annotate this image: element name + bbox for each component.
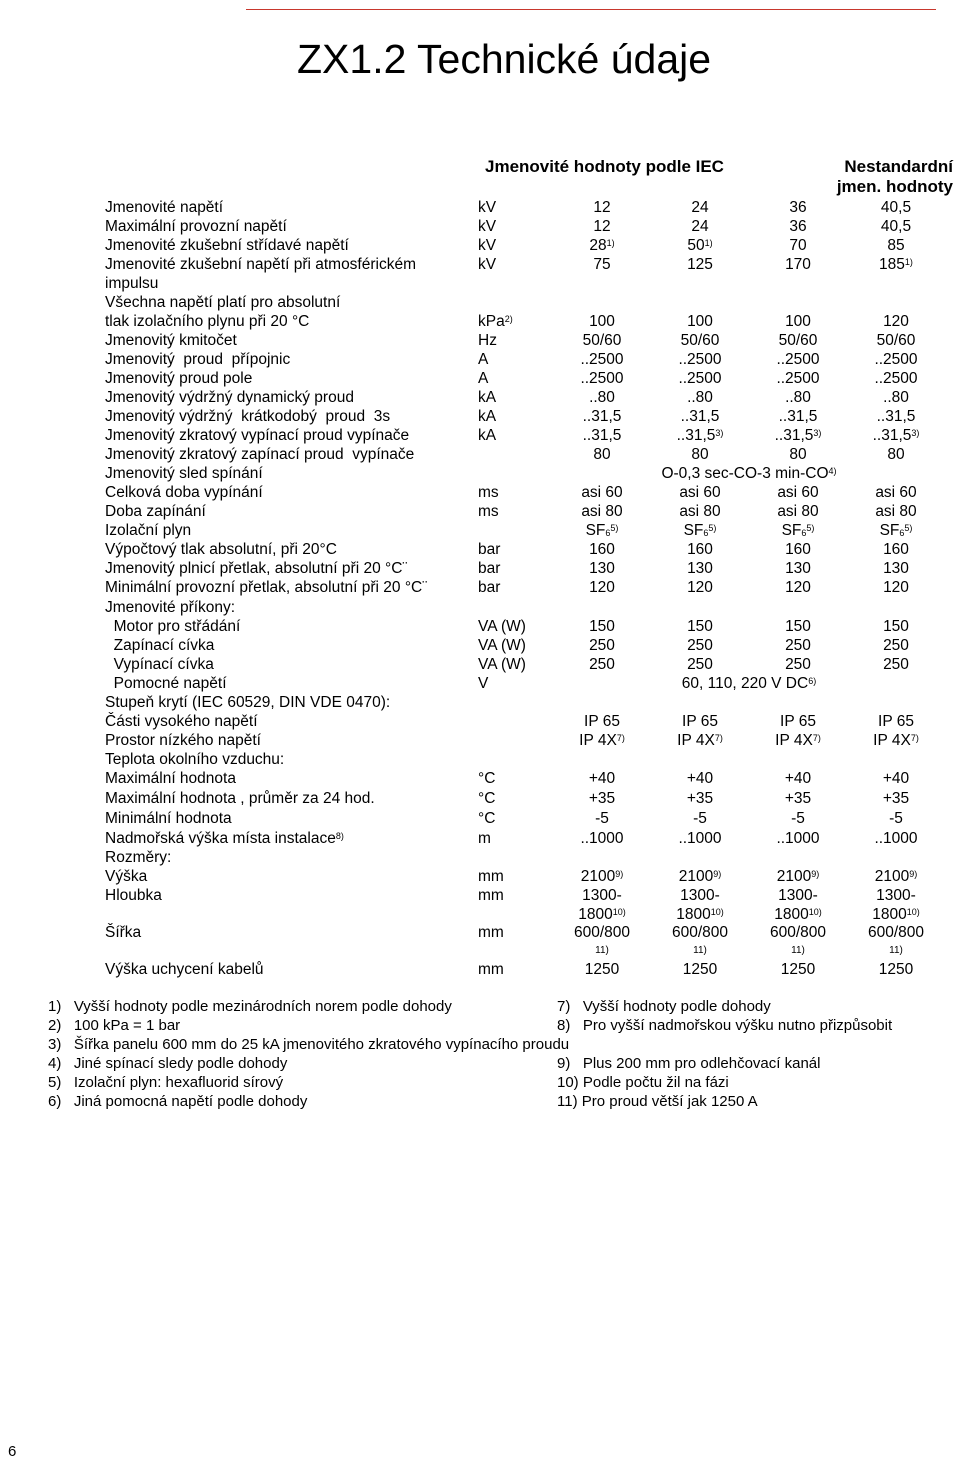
value-cell: ..31,5 <box>582 408 622 425</box>
value-cell: asi 80 <box>679 503 721 520</box>
footnote-ref: 5) <box>904 523 913 533</box>
row-unit: A <box>478 351 489 368</box>
value-cell: ..80 <box>883 389 909 406</box>
footnote-ref: 1) <box>606 238 615 248</box>
footnote-ref: 7) <box>812 733 821 743</box>
value-cell: ..1000 <box>776 830 820 847</box>
value-cell: 150 <box>589 618 615 635</box>
value-cell: asi 80 <box>875 503 917 520</box>
row-label: Jmenovitý plnicí přetlak, absolutní při 20 °C¨ <box>105 560 408 577</box>
value-cell: ..31,5 <box>582 427 622 444</box>
value-cell: 1300- <box>680 887 720 904</box>
value-cell: IP 65 <box>584 713 620 730</box>
row-label: Zapínací cívka <box>105 637 215 654</box>
value-cell: +40 <box>784 770 812 787</box>
footnote-ref: 9) <box>909 869 918 879</box>
value-cell: 1250 <box>878 961 914 978</box>
row-unit: kV <box>478 237 497 254</box>
value-cell: $SF_6^{5)}$ <box>781 522 815 539</box>
footnote-item: 1) Vyšší hodnoty podle mezinárodních norem podle dohody <box>48 998 452 1015</box>
row-label: Výpočtový tlak absolutní, při 20°C <box>105 541 337 558</box>
row-unit: m <box>478 830 491 847</box>
row-label-continued: impulsu <box>105 275 159 292</box>
value-cell: 160 <box>883 541 909 558</box>
footnote-ref: 3) <box>911 428 920 438</box>
footnote-ref: 9) <box>811 869 820 879</box>
row-label: Motor pro střádání <box>105 618 241 635</box>
row-label: Části vysokého napětí <box>105 713 258 730</box>
value-cell: 50/60 <box>680 332 720 349</box>
footnote-ref: 1) <box>904 257 913 267</box>
value-cell: 1250 <box>780 961 816 978</box>
value-cell: ..31,5$^{3)}$ <box>774 427 822 444</box>
row-label: Všechna napětí platí pro absolutní <box>105 294 341 311</box>
value-cell: +35 <box>784 790 812 807</box>
value-cell: 1300- <box>582 887 622 904</box>
value-cell: 12 <box>593 218 611 235</box>
row-label: Minimální hodnota <box>105 810 232 827</box>
value-cell: 1300- <box>876 887 916 904</box>
value-cell: 130 <box>785 560 811 577</box>
value-cell: 2100$^{9)}$ <box>678 868 722 885</box>
value-cell-continued: 1800$^{10)}$ <box>774 906 822 923</box>
value-cell: 80 <box>691 446 709 463</box>
row-label: Prostor nízkého napětí <box>105 732 261 749</box>
row-unit: kA <box>478 408 497 425</box>
value-cell: ..2500 <box>580 351 624 368</box>
footnote-item: 4) Jiné spínací sledy podle dohody <box>48 1055 288 1072</box>
value-cell: asi 60 <box>679 484 721 501</box>
row-label: Maximální provozní napětí <box>105 218 287 235</box>
row-label: Hloubka <box>105 887 162 904</box>
value-cell: 125 <box>687 256 713 273</box>
footnote-ref: 6) <box>808 676 817 686</box>
row-label: Izolační plyn <box>105 522 192 539</box>
row-unit: kV <box>478 256 497 273</box>
value-cell: 170 <box>785 256 811 273</box>
footnote-ref: 4) <box>828 466 837 476</box>
value-cell: ..31,5 <box>778 408 818 425</box>
row-label: Výška <box>105 868 148 885</box>
value-cell: IP $4X^{7)}$ <box>579 732 625 749</box>
footnote-ref: 3) <box>715 428 724 438</box>
row-unit: VA (W) <box>478 656 526 673</box>
value-cell-continued: 1800$^{10)}$ <box>872 906 920 923</box>
footnote-item: 3) Šířka panelu 600 mm do 25 kA jmenovitého zkratového vypínacího proudu <box>48 1036 570 1053</box>
value-cell-continued: 1800$^{10)}$ <box>578 906 626 923</box>
row-unit: VA (W) <box>478 618 526 635</box>
value-cell: 1250 <box>584 961 620 978</box>
value-cell: 250 <box>687 656 713 673</box>
subscript: 6 <box>703 528 709 538</box>
value-cell: 130 <box>589 560 615 577</box>
footnote-item: 9) Plus 200 mm pro odlehčovací kanál <box>557 1055 821 1072</box>
value-cell: 600/800 <box>769 924 827 941</box>
row-unit: bar <box>478 541 501 558</box>
footnote-ref: 10) <box>808 907 822 917</box>
value-cell: asi 60 <box>581 484 623 501</box>
row-label: Minimální provozní přetlak, absolutní při 20 °C¨ <box>105 579 428 596</box>
merged-value-cell: O-0,3 sec-CO-3 min-CO$^{4)}$ <box>661 465 837 482</box>
footnote-ref: 11) <box>791 945 805 956</box>
value-cell: 50$^{1)}$ <box>687 237 713 254</box>
footnote-ref: 10) <box>710 907 724 917</box>
footnote-item: 6) Jiná pomocná napětí podle dohody <box>48 1093 308 1110</box>
row-label: Jmenovité zkušební střídavé napětí <box>105 237 349 254</box>
value-cell: $SF_6^{5)}$ <box>585 522 619 539</box>
row-label: Nadmořská výška místa instalace$^{8)}$ <box>105 830 344 847</box>
value-cell: 250 <box>883 656 909 673</box>
value-cell: 250 <box>687 637 713 654</box>
header-nonstandard-line2: jmen. hodnoty <box>836 177 953 196</box>
value-cell: +40 <box>882 770 910 787</box>
footnote-ref: 7) <box>910 733 919 743</box>
row-label: Teplota okolního vzduchu: <box>105 751 285 768</box>
row-label: Maximální hodnota , průměr za 24 hod. <box>105 790 375 807</box>
row-unit: ms <box>478 503 499 520</box>
value-cell: ..80 <box>687 389 713 406</box>
value-cell: 250 <box>785 656 811 673</box>
row-unit: °C <box>478 770 496 787</box>
value-cell: 120 <box>687 579 713 596</box>
header-nonstandard-line1: Nestandardní <box>844 157 953 176</box>
subscript: 6 <box>899 528 905 538</box>
row-unit: mm <box>478 887 504 904</box>
footnote-ref: 10) <box>906 907 920 917</box>
value-cell: 160 <box>589 541 615 558</box>
value-cell: +35 <box>882 790 910 807</box>
row-label: Jmenovitý proud pole <box>105 370 253 387</box>
value-cell: $SF_6^{5)}$ <box>683 522 717 539</box>
row-label: Doba zapínání <box>105 503 206 520</box>
value-cell: 120 <box>883 313 909 330</box>
footnote-ref: 8) <box>335 831 344 841</box>
value-cell: -5 <box>595 810 609 827</box>
value-cell: ..31,5 <box>876 408 916 425</box>
row-label: Šířka <box>105 924 142 941</box>
row-unit: kA <box>478 427 497 444</box>
value-cell: 24 <box>691 218 709 235</box>
value-cell: 50/60 <box>582 332 622 349</box>
footnote-item: 10) Podle počtu žil na fázi <box>557 1074 729 1091</box>
value-cell: 80 <box>593 446 611 463</box>
row-unit: V <box>478 675 489 692</box>
value-cell: 250 <box>589 637 615 654</box>
value-cell: 160 <box>687 541 713 558</box>
footnote-item: 2) 100 kPa = 1 bar <box>48 1017 181 1034</box>
row-label: Vypínací cívka <box>105 656 214 673</box>
value-cell: ..80 <box>589 389 615 406</box>
footnote-ref: 11) <box>595 945 609 956</box>
value-cell: 2100$^{9)}$ <box>874 868 918 885</box>
footnote-ref: 3) <box>813 428 822 438</box>
value-cell: asi 60 <box>875 484 917 501</box>
row-label: Jmenovitý kmitočet <box>105 332 237 349</box>
header-rule <box>246 9 936 10</box>
row-unit: kV <box>478 218 497 235</box>
value-cell: ..1000 <box>678 830 722 847</box>
value-cell: ..31,5$^{3)}$ <box>676 427 724 444</box>
value-cell: +35 <box>686 790 714 807</box>
value-cell: 80 <box>887 446 905 463</box>
value-cell: ..31,5$^{3)}$ <box>872 427 920 444</box>
footnote-ref: 5) <box>708 523 717 533</box>
footnote-ref: 9) <box>615 869 624 879</box>
value-cell: +35 <box>588 790 616 807</box>
page-number: 6 <box>8 1443 17 1460</box>
footnote-ref: 10) <box>612 907 626 917</box>
footnote-ref: 7) <box>714 733 723 743</box>
value-cell: 12 <box>593 199 611 216</box>
value-cell: IP $4X^{7)}$ <box>677 732 723 749</box>
value-cell: ..2500 <box>874 370 918 387</box>
footnote-ref: 11) <box>889 945 903 956</box>
row-label: Celková doba vypínání <box>105 484 263 501</box>
value-cell: 85 <box>887 237 905 254</box>
row-label: Jmenovitý výdržný krátkodobý proud 3s <box>105 408 391 425</box>
value-cell: IP 65 <box>780 713 816 730</box>
value-cell: 130 <box>883 560 909 577</box>
footnote-ref: 9) <box>713 869 722 879</box>
row-unit: mm <box>478 961 504 978</box>
value-cell: 160 <box>785 541 811 558</box>
row-label: Jmenovité zkušební napětí při atmosférickém <box>105 256 416 273</box>
row-label: Jmenovitý zkratový vypínací proud vypínače <box>105 427 410 444</box>
value-cell: 24 <box>691 199 709 216</box>
merged-value-cell: 60, 110, 220 V DC$^{6)}$ <box>681 675 817 692</box>
value-cell: 100 <box>785 313 811 330</box>
value-cell: 1300- <box>778 887 818 904</box>
row-label: Jmenovitý zkratový zapínací proud vypínače <box>105 446 415 463</box>
value-cell: $SF_6^{5)}$ <box>879 522 913 539</box>
footnote-item: 8) Pro vyšší nadmořskou výšku nutno přizpůsobit <box>557 1017 893 1034</box>
row-unit: Hz <box>478 332 497 349</box>
value-cell: 50/60 <box>778 332 818 349</box>
value-cell: ..31,5 <box>680 408 720 425</box>
row-unit: ms <box>478 484 499 501</box>
value-cell: 80 <box>789 446 807 463</box>
row-label: Jmenovité napětí <box>105 199 224 216</box>
value-cell: 28$^{1)}$ <box>589 237 615 254</box>
value-cell: ..2500 <box>776 370 820 387</box>
value-cell: 40,5 <box>880 199 912 216</box>
row-label: tlak izolačního plynu při 20 °C <box>105 313 310 330</box>
value-cell-continued: 1800$^{10)}$ <box>676 906 724 923</box>
value-cell: 185$^{1)}$ <box>879 256 913 273</box>
row-unit: kV <box>478 199 497 216</box>
row-unit: mm <box>478 924 504 941</box>
value-cell: asi 80 <box>581 503 623 520</box>
row-label: Jmenovité příkony: <box>105 599 236 616</box>
value-cell: 1250 <box>682 961 718 978</box>
subscript: 6 <box>801 528 807 538</box>
footnote-item: 7) Vyšší hodnoty podle dohody <box>557 998 771 1015</box>
row-unit: mm <box>478 868 504 885</box>
column-header-iec: Jmenovité hodnoty podle IEC <box>485 157 724 176</box>
row-label: Stupeň krytí (IEC 60529, DIN VDE 0470): <box>105 694 391 711</box>
row-unit: kA <box>478 389 497 406</box>
value-cell: ..80 <box>785 389 811 406</box>
footnote-ref: 2) <box>504 314 513 324</box>
value-cell: 100 <box>687 313 713 330</box>
value-cell: 36 <box>789 218 807 235</box>
value-cell: 100 <box>589 313 615 330</box>
value-cell: ..2500 <box>580 370 624 387</box>
value-cell: 120 <box>589 579 615 596</box>
value-cell: 250 <box>883 637 909 654</box>
footnote-ref: 7) <box>616 733 625 743</box>
value-cell: 120 <box>785 579 811 596</box>
subscript: 6 <box>605 528 611 538</box>
value-cell: 130 <box>687 560 713 577</box>
row-unit: VA (W) <box>478 637 526 654</box>
footnote-ref: 5) <box>610 523 619 533</box>
value-cell: 75 <box>593 256 611 273</box>
value-cell: 150 <box>785 618 811 635</box>
row-label: Rozměry: <box>105 849 172 866</box>
value-cell: -5 <box>889 810 903 827</box>
footnote-ref: 5) <box>806 523 815 533</box>
value-cell: ..2500 <box>678 351 722 368</box>
row-label: Pomocné napětí <box>105 675 227 692</box>
value-cell: 250 <box>589 656 615 673</box>
value-cell: ..2500 <box>776 351 820 368</box>
value-cell: ..2500 <box>874 351 918 368</box>
value-cell: asi 80 <box>777 503 819 520</box>
value-cell: 50/60 <box>876 332 916 349</box>
row-label: Výška uchycení kabelů <box>105 961 264 978</box>
value-cell: 40,5 <box>880 218 912 235</box>
footnote-ref: 11) <box>693 945 707 956</box>
footnote-item: 11) Pro proud větší jak 1250 A <box>557 1093 758 1110</box>
page-title: ZX1.2 Technické údaje <box>297 36 712 82</box>
row-label: Maximální hodnota <box>105 770 236 787</box>
value-cell: IP 65 <box>682 713 718 730</box>
column-header-nonstandard <box>837 157 953 197</box>
value-cell: -5 <box>791 810 805 827</box>
value-cell: ..1000 <box>874 830 918 847</box>
row-label: Jmenovitý výdržný dynamický proud <box>105 389 354 406</box>
footnote-item: 5) Izolační plyn: hexafluorid sírový <box>48 1074 284 1091</box>
value-cell: ..2500 <box>678 370 722 387</box>
row-unit: °C <box>478 810 496 827</box>
value-cell: 600/800 <box>573 924 631 941</box>
value-cell: 600/800 <box>867 924 925 941</box>
value-cell: 150 <box>883 618 909 635</box>
value-cell: IP $4X^{7)}$ <box>873 732 919 749</box>
value-cell: 600/800 <box>671 924 729 941</box>
value-cell: 70 <box>789 237 807 254</box>
value-cell: 250 <box>785 637 811 654</box>
value-cell: IP 65 <box>878 713 914 730</box>
value-cell: +40 <box>686 770 714 787</box>
value-cell: +40 <box>588 770 616 787</box>
value-cell: -5 <box>693 810 707 827</box>
value-cell: ..1000 <box>580 830 624 847</box>
footnote-ref: 1) <box>704 238 713 248</box>
row-unit: bar <box>478 560 501 577</box>
value-cell: asi 60 <box>777 484 819 501</box>
row-unit: °C <box>478 790 496 807</box>
value-cell: 2100$^{9)}$ <box>776 868 820 885</box>
row-unit: kPa$^{2)}$ <box>478 313 513 330</box>
row-unit: bar <box>478 579 501 596</box>
value-cell: IP $4X^{7)}$ <box>775 732 821 749</box>
row-unit: A <box>478 370 489 387</box>
value-cell: 120 <box>883 579 909 596</box>
value-cell: 36 <box>789 199 807 216</box>
value-cell: 150 <box>687 618 713 635</box>
value-cell: 2100$^{9)}$ <box>580 868 624 885</box>
row-label: Jmenovitý proud přípojnic <box>105 351 291 368</box>
row-label: Jmenovitý sled spínání <box>105 465 263 482</box>
